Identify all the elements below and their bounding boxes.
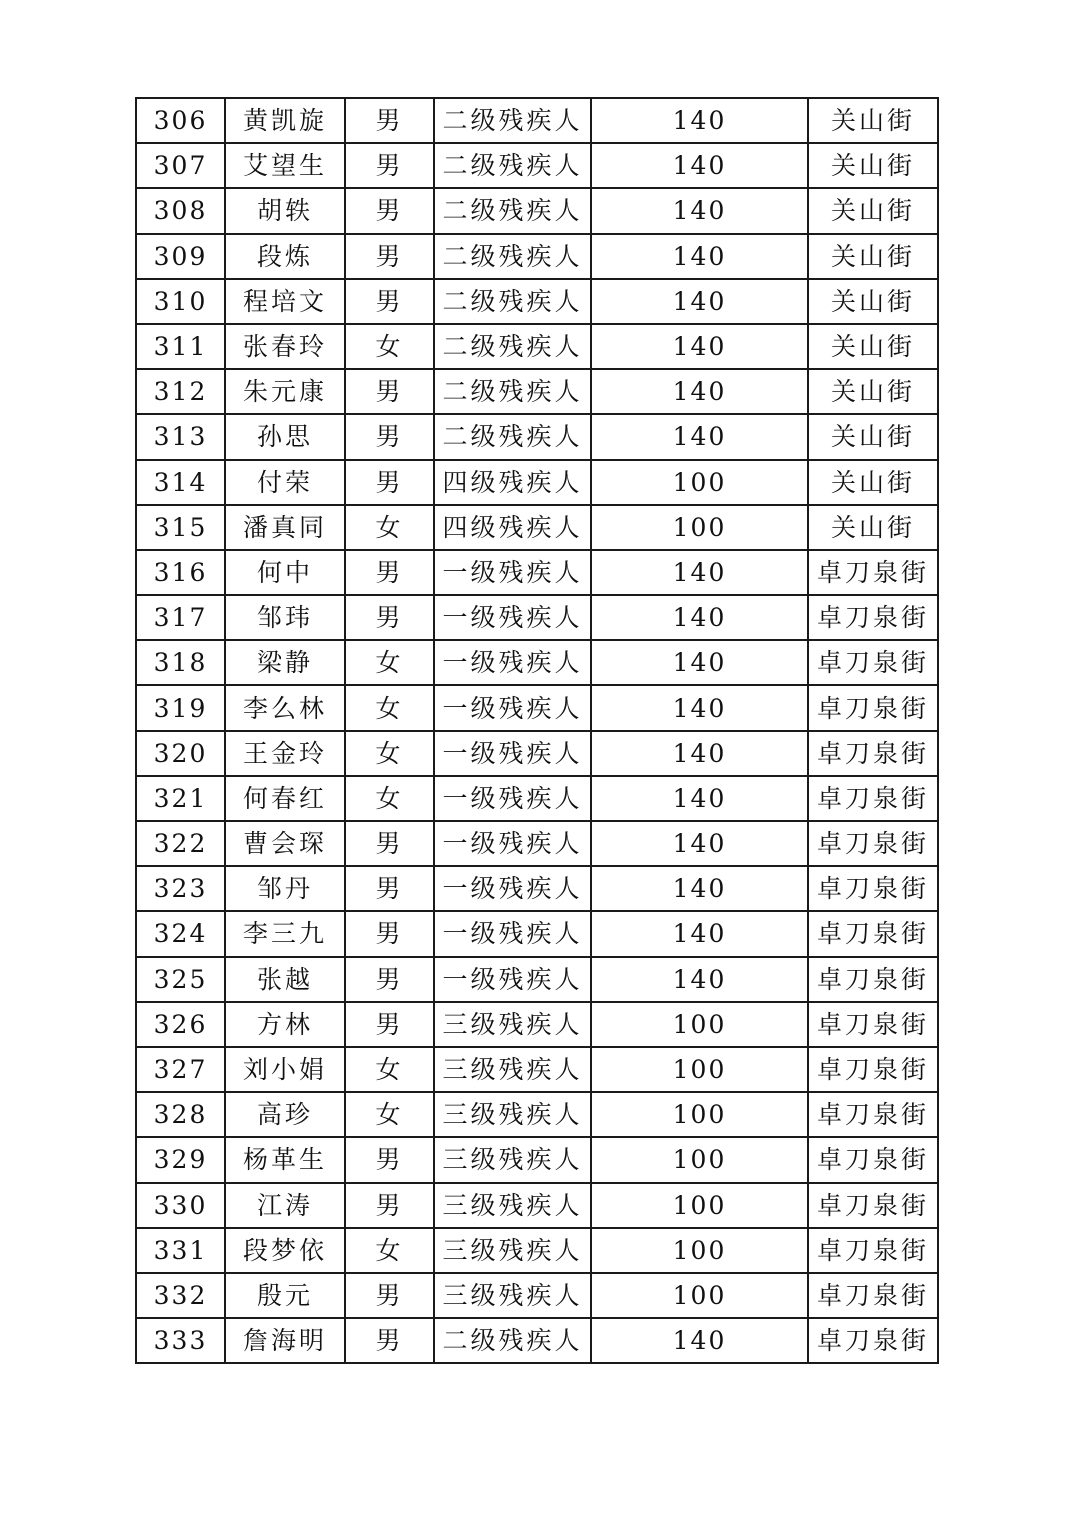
name-cell: 朱元康 bbox=[225, 369, 345, 414]
amount-cell: 140 bbox=[591, 821, 808, 866]
name-cell: 邹丹 bbox=[225, 866, 345, 911]
gender-cell: 男 bbox=[345, 1137, 434, 1182]
name-cell: 邹玮 bbox=[225, 595, 345, 640]
gender-cell: 男 bbox=[345, 234, 434, 279]
amount-cell: 100 bbox=[591, 1002, 808, 1047]
name-cell: 王金玲 bbox=[225, 731, 345, 776]
serial-number-cell: 319 bbox=[136, 685, 225, 730]
street-cell: 关山街 bbox=[808, 188, 938, 233]
gender-cell: 男 bbox=[345, 188, 434, 233]
street-cell: 卓刀泉街 bbox=[808, 1183, 938, 1228]
gender-cell: 男 bbox=[345, 821, 434, 866]
gender-cell: 男 bbox=[345, 460, 434, 505]
serial-number-cell: 315 bbox=[136, 505, 225, 550]
table-row bbox=[136, 460, 938, 505]
table-row bbox=[136, 1002, 938, 1047]
table-row bbox=[136, 324, 938, 369]
table-row bbox=[136, 188, 938, 233]
name-cell: 张春玲 bbox=[225, 324, 345, 369]
amount-cell: 140 bbox=[591, 957, 808, 1002]
amount-cell: 140 bbox=[591, 188, 808, 233]
name-cell: 李三九 bbox=[225, 911, 345, 956]
name-cell: 艾望生 bbox=[225, 143, 345, 188]
table-row bbox=[136, 505, 938, 550]
disability-level-cell: 四级残疾人 bbox=[434, 505, 591, 550]
table-row bbox=[136, 685, 938, 730]
name-cell: 詹海明 bbox=[225, 1318, 345, 1363]
name-cell: 黄凯旋 bbox=[225, 98, 345, 143]
serial-number-cell: 332 bbox=[136, 1273, 225, 1318]
gender-cell: 女 bbox=[345, 731, 434, 776]
table-row bbox=[136, 550, 938, 595]
serial-number-cell: 314 bbox=[136, 460, 225, 505]
table-row bbox=[136, 595, 938, 640]
amount-cell: 140 bbox=[591, 640, 808, 685]
street-cell: 卓刀泉街 bbox=[808, 1318, 938, 1363]
table-row bbox=[136, 414, 938, 459]
serial-number-cell: 322 bbox=[136, 821, 225, 866]
amount-cell: 140 bbox=[591, 595, 808, 640]
gender-cell: 男 bbox=[345, 414, 434, 459]
amount-cell: 140 bbox=[591, 1318, 808, 1363]
gender-cell: 女 bbox=[345, 685, 434, 730]
table-row bbox=[136, 866, 938, 911]
disability-level-cell: 二级残疾人 bbox=[434, 279, 591, 324]
disability-level-cell: 一级残疾人 bbox=[434, 731, 591, 776]
street-cell: 卓刀泉街 bbox=[808, 640, 938, 685]
amount-cell: 140 bbox=[591, 414, 808, 459]
name-cell: 孙思 bbox=[225, 414, 345, 459]
street-cell: 卓刀泉街 bbox=[808, 776, 938, 821]
street-cell: 卓刀泉街 bbox=[808, 866, 938, 911]
amount-cell: 100 bbox=[591, 505, 808, 550]
street-cell: 卓刀泉街 bbox=[808, 821, 938, 866]
name-cell: 潘真同 bbox=[225, 505, 345, 550]
gender-cell: 男 bbox=[345, 957, 434, 1002]
name-cell: 张越 bbox=[225, 957, 345, 1002]
gender-cell: 男 bbox=[345, 866, 434, 911]
street-cell: 卓刀泉街 bbox=[808, 957, 938, 1002]
street-cell: 关山街 bbox=[808, 279, 938, 324]
serial-number-cell: 307 bbox=[136, 143, 225, 188]
serial-number-cell: 333 bbox=[136, 1318, 225, 1363]
amount-cell: 100 bbox=[591, 1183, 808, 1228]
street-cell: 卓刀泉街 bbox=[808, 1228, 938, 1273]
gender-cell: 女 bbox=[345, 324, 434, 369]
name-cell: 胡轶 bbox=[225, 188, 345, 233]
street-cell: 关山街 bbox=[808, 460, 938, 505]
street-cell: 关山街 bbox=[808, 414, 938, 459]
serial-number-cell: 326 bbox=[136, 1002, 225, 1047]
gender-cell: 女 bbox=[345, 1047, 434, 1092]
name-cell: 高珍 bbox=[225, 1092, 345, 1137]
street-cell: 关山街 bbox=[808, 505, 938, 550]
amount-cell: 100 bbox=[591, 1137, 808, 1182]
gender-cell: 男 bbox=[345, 911, 434, 956]
serial-number-cell: 318 bbox=[136, 640, 225, 685]
amount-cell: 140 bbox=[591, 98, 808, 143]
table-row bbox=[136, 369, 938, 414]
street-cell: 卓刀泉街 bbox=[808, 1137, 938, 1182]
disability-level-cell: 一级残疾人 bbox=[434, 866, 591, 911]
serial-number-cell: 317 bbox=[136, 595, 225, 640]
serial-number-cell: 306 bbox=[136, 98, 225, 143]
street-cell: 卓刀泉街 bbox=[808, 1273, 938, 1318]
disability-level-cell: 一级残疾人 bbox=[434, 640, 591, 685]
serial-number-cell: 312 bbox=[136, 369, 225, 414]
name-cell: 曹会琛 bbox=[225, 821, 345, 866]
disability-level-cell: 二级残疾人 bbox=[434, 414, 591, 459]
amount-cell: 140 bbox=[591, 685, 808, 730]
amount-cell: 140 bbox=[591, 776, 808, 821]
table-row bbox=[136, 640, 938, 685]
disability-level-cell: 一级残疾人 bbox=[434, 776, 591, 821]
serial-number-cell: 328 bbox=[136, 1092, 225, 1137]
gender-cell: 男 bbox=[345, 143, 434, 188]
table-row bbox=[136, 234, 938, 279]
amount-cell: 140 bbox=[591, 143, 808, 188]
table-row bbox=[136, 1318, 938, 1363]
table-row bbox=[136, 731, 938, 776]
disability-level-cell: 二级残疾人 bbox=[434, 188, 591, 233]
name-cell: 方林 bbox=[225, 1002, 345, 1047]
amount-cell: 100 bbox=[591, 460, 808, 505]
gender-cell: 女 bbox=[345, 1092, 434, 1137]
name-cell: 何中 bbox=[225, 550, 345, 595]
disability-level-cell: 一级残疾人 bbox=[434, 957, 591, 1002]
disability-level-cell: 三级残疾人 bbox=[434, 1092, 591, 1137]
name-cell: 程培文 bbox=[225, 279, 345, 324]
street-cell: 卓刀泉街 bbox=[808, 1092, 938, 1137]
name-cell: 刘小娟 bbox=[225, 1047, 345, 1092]
serial-number-cell: 330 bbox=[136, 1183, 225, 1228]
disability-level-cell: 二级残疾人 bbox=[434, 143, 591, 188]
table-row bbox=[136, 1092, 938, 1137]
amount-cell: 140 bbox=[591, 234, 808, 279]
amount-cell: 140 bbox=[591, 731, 808, 776]
gender-cell: 男 bbox=[345, 98, 434, 143]
disability-level-cell: 二级残疾人 bbox=[434, 234, 591, 279]
name-cell: 付荣 bbox=[225, 460, 345, 505]
disability-level-cell: 三级残疾人 bbox=[434, 1183, 591, 1228]
amount-cell: 100 bbox=[591, 1273, 808, 1318]
serial-number-cell: 329 bbox=[136, 1137, 225, 1182]
amount-cell: 140 bbox=[591, 369, 808, 414]
table-row bbox=[136, 1228, 938, 1273]
serial-number-cell: 310 bbox=[136, 279, 225, 324]
serial-number-cell: 327 bbox=[136, 1047, 225, 1092]
street-cell: 卓刀泉街 bbox=[808, 1047, 938, 1092]
serial-number-cell: 313 bbox=[136, 414, 225, 459]
serial-number-cell: 316 bbox=[136, 550, 225, 595]
table-row bbox=[136, 776, 938, 821]
disability-level-cell: 一级残疾人 bbox=[434, 821, 591, 866]
gender-cell: 男 bbox=[345, 595, 434, 640]
street-cell: 卓刀泉街 bbox=[808, 685, 938, 730]
disability-level-cell: 二级残疾人 bbox=[434, 369, 591, 414]
table-row bbox=[136, 957, 938, 1002]
disability-level-cell: 一级残疾人 bbox=[434, 550, 591, 595]
table-row bbox=[136, 98, 938, 143]
recipient-table bbox=[135, 97, 939, 1364]
table-row bbox=[136, 1137, 938, 1182]
amount-cell: 140 bbox=[591, 911, 808, 956]
document-table-container bbox=[135, 97, 937, 1364]
disability-level-cell: 四级残疾人 bbox=[434, 460, 591, 505]
table-row bbox=[136, 279, 938, 324]
serial-number-cell: 311 bbox=[136, 324, 225, 369]
name-cell: 段炼 bbox=[225, 234, 345, 279]
gender-cell: 男 bbox=[345, 550, 434, 595]
disability-level-cell: 一级残疾人 bbox=[434, 595, 591, 640]
street-cell: 卓刀泉街 bbox=[808, 911, 938, 956]
street-cell: 卓刀泉街 bbox=[808, 1002, 938, 1047]
amount-cell: 100 bbox=[591, 1092, 808, 1137]
disability-level-cell: 三级残疾人 bbox=[434, 1047, 591, 1092]
disability-level-cell: 二级残疾人 bbox=[434, 324, 591, 369]
disability-level-cell: 一级残疾人 bbox=[434, 685, 591, 730]
street-cell: 关山街 bbox=[808, 369, 938, 414]
amount-cell: 140 bbox=[591, 550, 808, 595]
serial-number-cell: 325 bbox=[136, 957, 225, 1002]
street-cell: 关山街 bbox=[808, 234, 938, 279]
gender-cell: 女 bbox=[345, 1228, 434, 1273]
gender-cell: 男 bbox=[345, 1183, 434, 1228]
name-cell: 殷元 bbox=[225, 1273, 345, 1318]
name-cell: 段梦依 bbox=[225, 1228, 345, 1273]
table-row bbox=[136, 1273, 938, 1318]
disability-level-cell: 二级残疾人 bbox=[434, 1318, 591, 1363]
name-cell: 李么林 bbox=[225, 685, 345, 730]
gender-cell: 女 bbox=[345, 505, 434, 550]
serial-number-cell: 321 bbox=[136, 776, 225, 821]
amount-cell: 140 bbox=[591, 866, 808, 911]
serial-number-cell: 320 bbox=[136, 731, 225, 776]
serial-number-cell: 331 bbox=[136, 1228, 225, 1273]
street-cell: 关山街 bbox=[808, 324, 938, 369]
table-body bbox=[136, 98, 938, 1363]
disability-level-cell: 三级残疾人 bbox=[434, 1228, 591, 1273]
table-row bbox=[136, 911, 938, 956]
disability-level-cell: 一级残疾人 bbox=[434, 911, 591, 956]
amount-cell: 140 bbox=[591, 279, 808, 324]
street-cell: 卓刀泉街 bbox=[808, 550, 938, 595]
gender-cell: 男 bbox=[345, 369, 434, 414]
disability-level-cell: 三级残疾人 bbox=[434, 1137, 591, 1182]
disability-level-cell: 二级残疾人 bbox=[434, 98, 591, 143]
serial-number-cell: 324 bbox=[136, 911, 225, 956]
name-cell: 何春红 bbox=[225, 776, 345, 821]
gender-cell: 男 bbox=[345, 1273, 434, 1318]
amount-cell: 140 bbox=[591, 324, 808, 369]
disability-level-cell: 三级残疾人 bbox=[434, 1273, 591, 1318]
street-cell: 卓刀泉街 bbox=[808, 731, 938, 776]
street-cell: 卓刀泉街 bbox=[808, 595, 938, 640]
table-row bbox=[136, 1183, 938, 1228]
name-cell: 江涛 bbox=[225, 1183, 345, 1228]
gender-cell: 女 bbox=[345, 776, 434, 821]
amount-cell: 100 bbox=[591, 1047, 808, 1092]
serial-number-cell: 323 bbox=[136, 866, 225, 911]
gender-cell: 男 bbox=[345, 279, 434, 324]
table-row bbox=[136, 143, 938, 188]
gender-cell: 男 bbox=[345, 1002, 434, 1047]
disability-level-cell: 三级残疾人 bbox=[434, 1002, 591, 1047]
gender-cell: 男 bbox=[345, 1318, 434, 1363]
street-cell: 关山街 bbox=[808, 98, 938, 143]
gender-cell: 女 bbox=[345, 640, 434, 685]
serial-number-cell: 308 bbox=[136, 188, 225, 233]
street-cell: 关山街 bbox=[808, 143, 938, 188]
serial-number-cell: 309 bbox=[136, 234, 225, 279]
amount-cell: 100 bbox=[591, 1228, 808, 1273]
table-row bbox=[136, 1047, 938, 1092]
table-row bbox=[136, 821, 938, 866]
name-cell: 梁静 bbox=[225, 640, 345, 685]
name-cell: 杨革生 bbox=[225, 1137, 345, 1182]
